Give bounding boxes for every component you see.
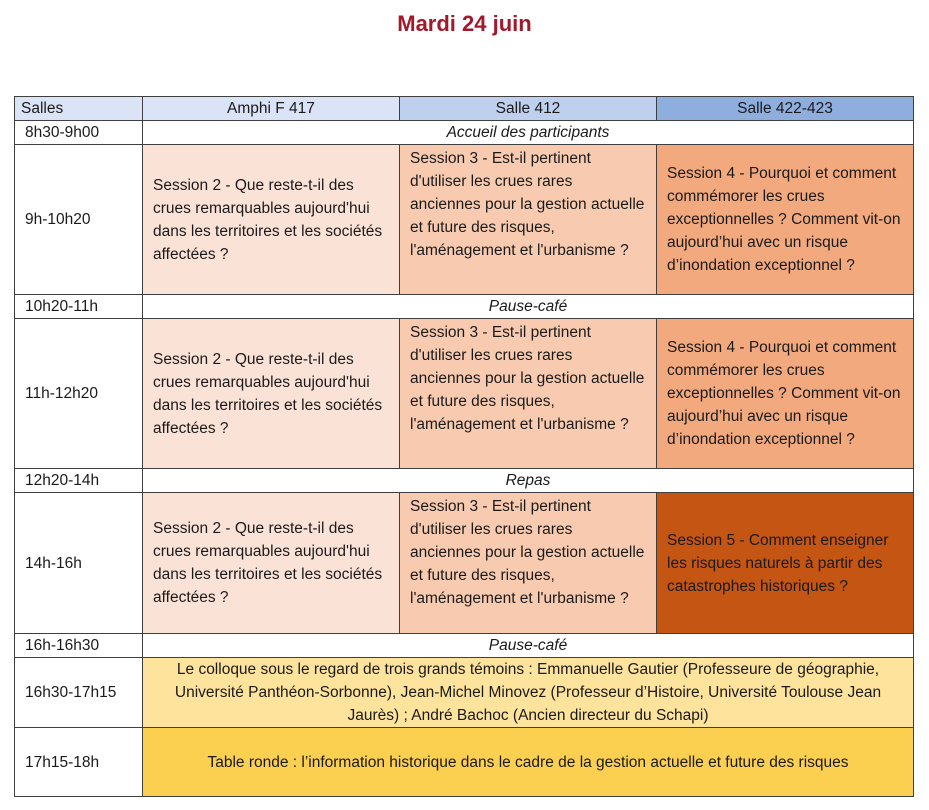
- time-cell: 9h-10h20: [15, 145, 143, 295]
- header-salles: Salles: [15, 97, 143, 121]
- time-cell: 14h-16h: [15, 493, 143, 634]
- header-row: [15, 97, 914, 121]
- row-slot-2: [15, 319, 914, 469]
- schedule-table: [14, 96, 914, 797]
- time-cell: 10h20-11h: [15, 295, 143, 319]
- header-salle-412: Salle 412: [400, 97, 657, 121]
- time-cell: 11h-12h20: [15, 319, 143, 469]
- pause-cafe-cell: Pause-café: [143, 295, 914, 319]
- accueil-cell: Accueil des participants: [143, 121, 914, 145]
- time-cell: 16h30-17h15: [15, 658, 143, 728]
- row-repas: [15, 469, 914, 493]
- session-5-cell: Session 5 - Comment enseigner les risques naturels à partir des catastrophes historiques ?: [657, 493, 914, 634]
- pause-cafe-cell: Pause-café: [143, 634, 914, 658]
- session-3-cell: Session 3 - Est-il pertinent d'utiliser les crues rares anciennes pour la gestion actuelle et future des risques, l'aménagement et l'urbanisme ?: [400, 493, 657, 634]
- session-4-cell: Session 4 - Pourquoi et comment commémorer les crues exceptionnelles ? Comment vit-on aujourd’hui avec un risque d’inondation exceptionnel ?: [657, 145, 914, 295]
- time-cell: 17h15-18h: [15, 728, 143, 797]
- table-ronde-cell: Table ronde : l’information historique dans le cadre de la gestion actuelle et future des risques: [143, 728, 914, 797]
- row-pause-2: [15, 634, 914, 658]
- row-slot-3: [15, 493, 914, 634]
- row-grands-temoins: [15, 658, 914, 728]
- row-pause-1: [15, 295, 914, 319]
- header-amphi-f417: Amphi F 417: [143, 97, 400, 121]
- page-title: Mardi 24 juin: [397, 11, 532, 36]
- header-salle-422-423: Salle 422-423: [657, 97, 914, 121]
- repas-cell: Repas: [143, 469, 914, 493]
- row-accueil: [15, 121, 914, 145]
- session-3-cell: Session 3 - Est-il pertinent d'utiliser les crues rares anciennes pour la gestion actuelle et future des risques, l'aménagement et l'urbanisme ?: [400, 319, 657, 469]
- session-2-cell: Session 2 - Que reste-t-il des crues remarquables aujourd'hui dans les territoires et les sociétés affectées ?: [143, 319, 400, 469]
- session-4-cell: Session 4 - Pourquoi et comment commémorer les crues exceptionnelles ? Comment vit-on aujourd’hui avec un risque d’inondation exceptionnel ?: [657, 319, 914, 469]
- time-cell: 12h20-14h: [15, 469, 143, 493]
- session-3-cell: Session 3 - Est-il pertinent d'utiliser les crues rares anciennes pour la gestion actuelle et future des risques, l'aménagement et l'urbanisme ?: [400, 145, 657, 295]
- session-2-cell: Session 2 - Que reste-t-il des crues remarquables aujourd'hui dans les territoires et les sociétés affectées ?: [143, 145, 400, 295]
- time-cell: 16h-16h30: [15, 634, 143, 658]
- session-2-cell: Session 2 - Que reste-t-il des crues remarquables aujourd'hui dans les territoires et les sociétés affectées ?: [143, 493, 400, 634]
- grands-temoins-cell: Le colloque sous le regard de trois grands témoins : Emmanuelle Gautier (Professeure de géographie, Université Panthéon-Sorbonne), Jean-Michel Minovez (Professeur d’Histoire, Université Toulouse Jean Jaurès) ; André Bachoc (Ancien directeur du Schapi): [143, 658, 914, 728]
- time-cell: 8h30-9h00: [15, 121, 143, 145]
- row-table-ronde: [15, 728, 914, 797]
- row-slot-1: [15, 145, 914, 295]
